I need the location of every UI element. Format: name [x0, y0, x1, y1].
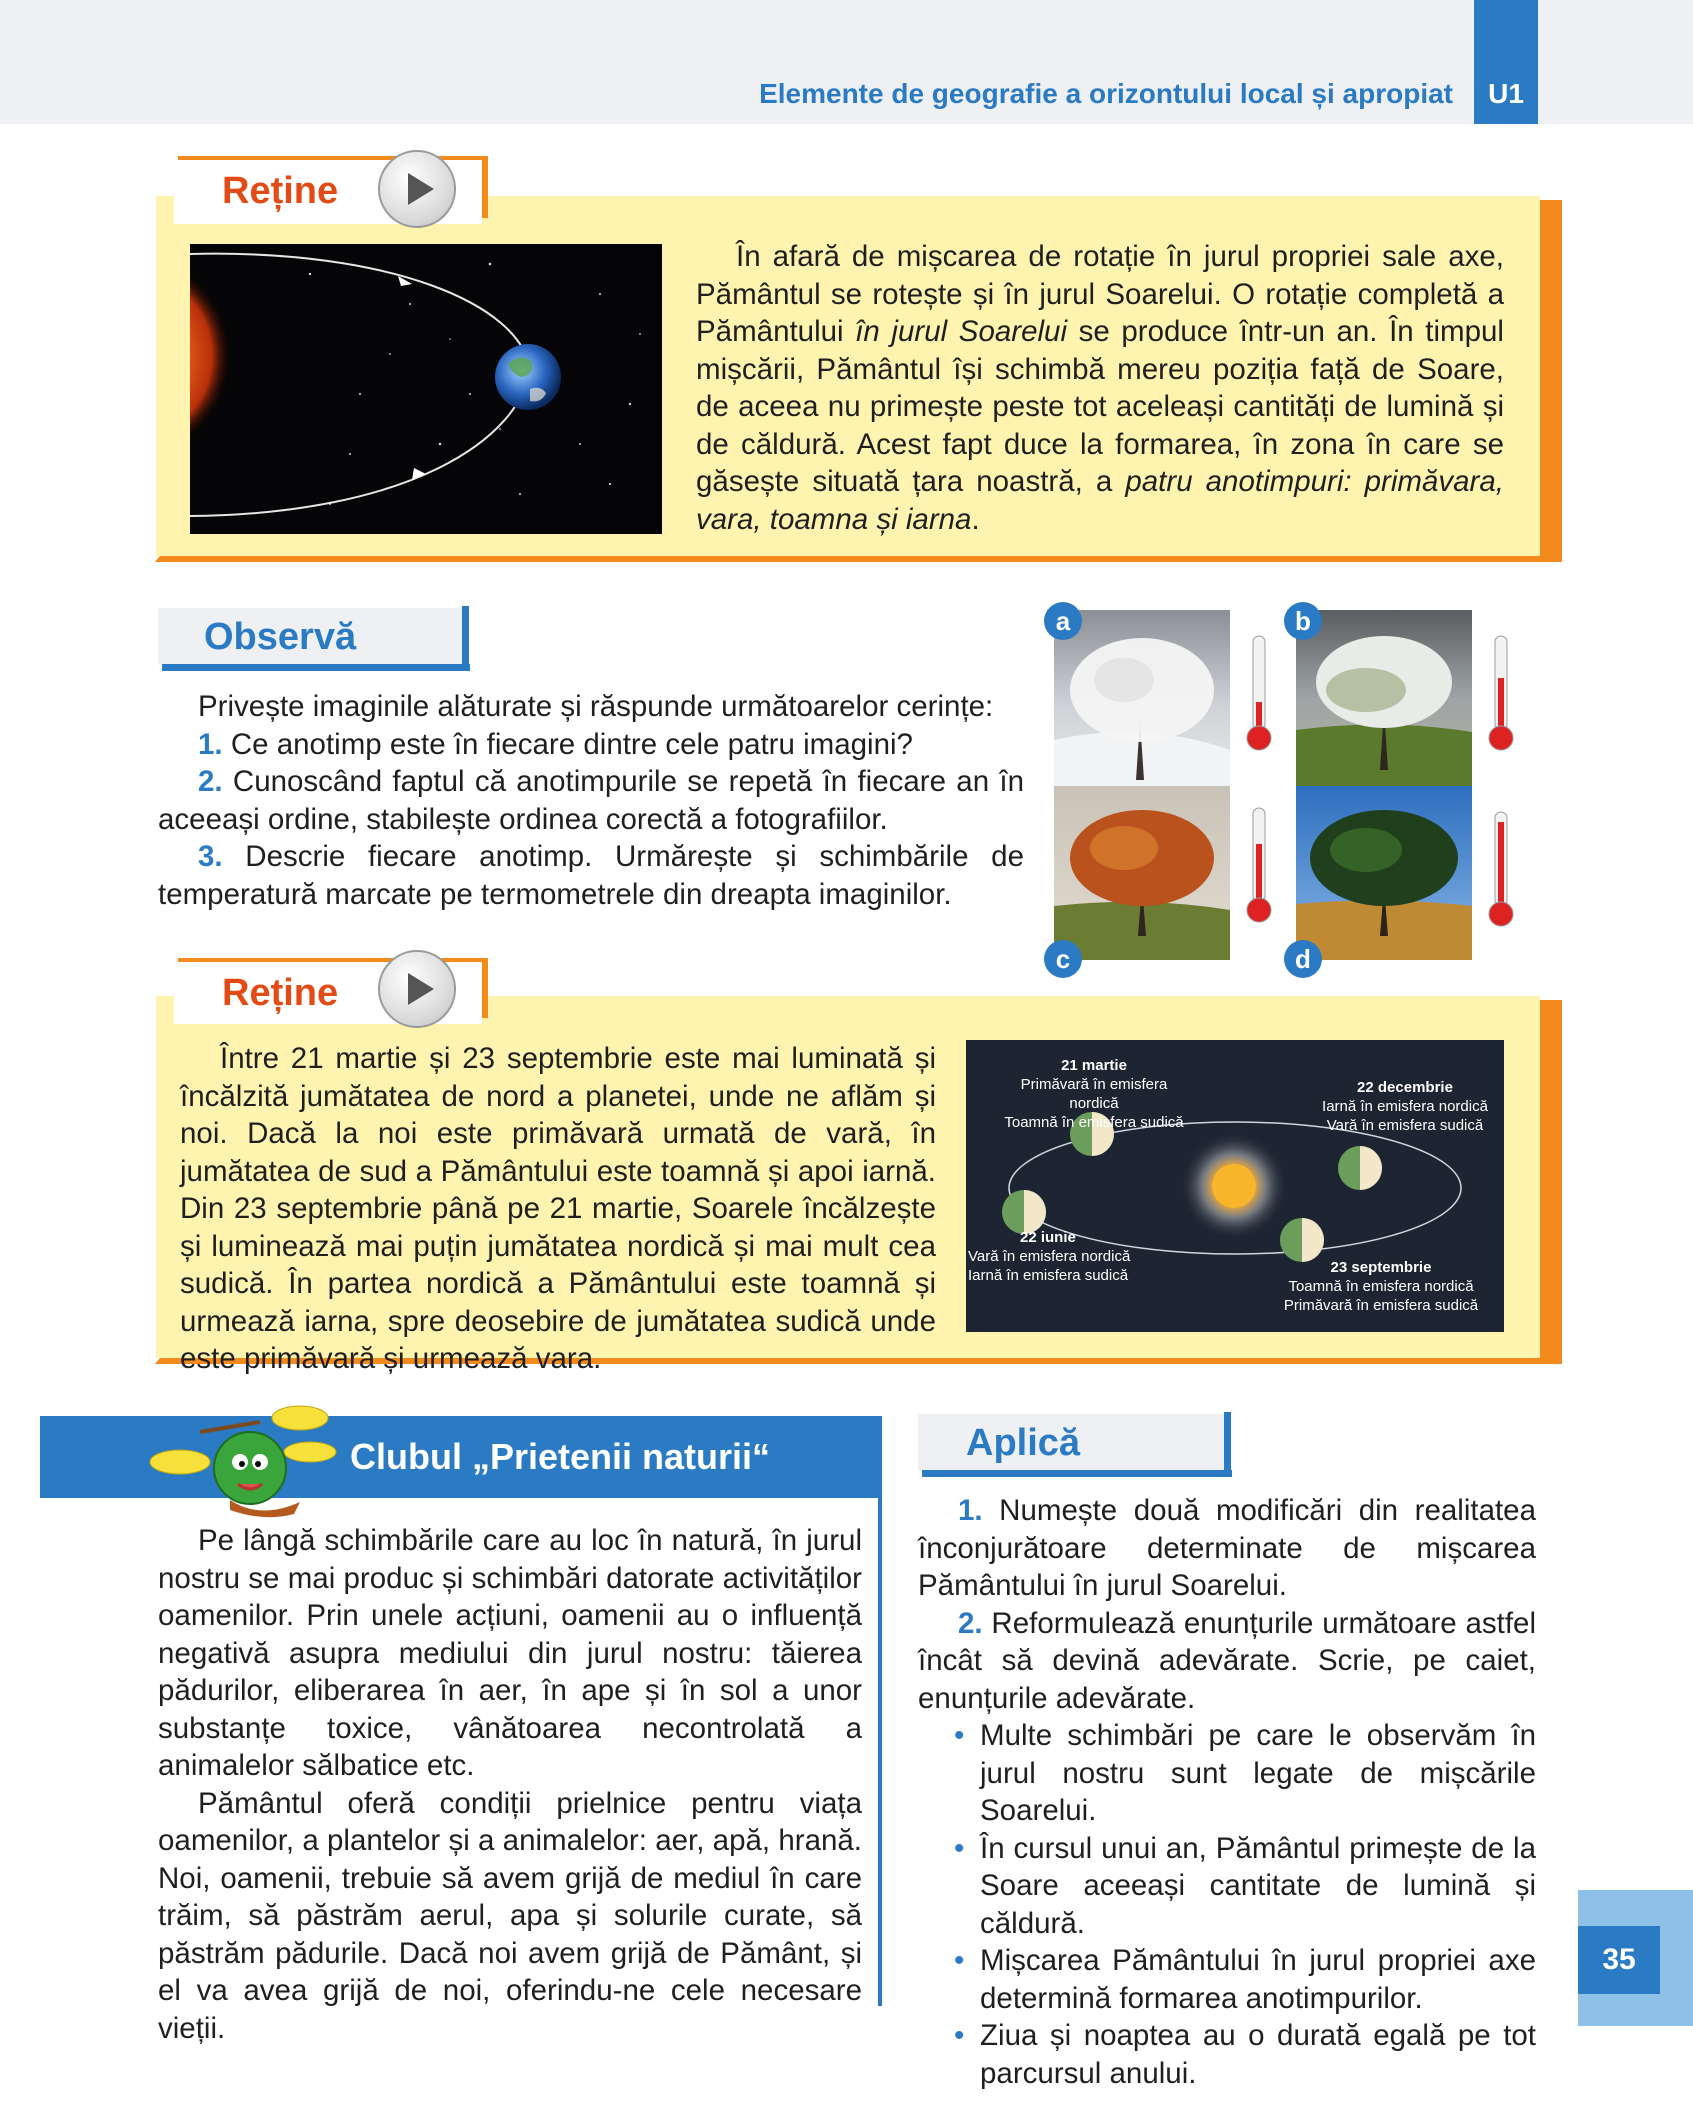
aplica-q1-number: 1. [958, 1494, 983, 1527]
june-line2: Iarnă în emisfera sudică [968, 1267, 1129, 1284]
aplica-bullet: • Mișcarea Pământului în jurul propriei axe determină formarea anotimpurilor. [918, 1942, 1536, 2017]
observa-tab-label: Observă [204, 616, 357, 658]
thermometer-icon [1486, 808, 1516, 930]
aplica-q2-text: Reformulează enunțurile următoare astfel încât să devină adevărate. Scrie, pe caiet, enunțurile adevărate. [918, 1606, 1536, 1715]
chapter-title: Elemente de geografie a orizontului local și apropiat [759, 78, 1453, 109]
seasons-orbit-diagram [966, 1040, 1504, 1332]
thermometer-icon [1244, 632, 1274, 754]
retine1-tab-line-v [482, 156, 488, 218]
aplica-tab [918, 1414, 1224, 1470]
photo-label-c: c [1044, 940, 1082, 978]
retine2-shadow-right [1540, 1000, 1562, 1364]
sun-earth-orbit-illustration [190, 244, 662, 534]
aplica-bullet: • În cursul unui an, Pământul primește de la Soare aceeași cantitate de lumină și căldură. [918, 1830, 1536, 1943]
retine1-text-part: se produce într-un an. În timpul mișcării, Pământul își schimbă mereu poziția față de Soare, de aceea nu primește peste tot aceleași cantități de lumină și de căldură. Acest fapt duce la formarea, în zona în care se găsește situată țara noastră, a [696, 315, 1504, 498]
observa-tab-line-v [462, 606, 469, 666]
observa-intro: Privește imaginile alăturate și răspunde următoarelor cerințe: [198, 690, 994, 723]
club-paragraph-1: Pe lângă schimbările care au loc în natură, în jurul nostru se mai produc și schimbări datorate activităților oamenilor. Prin unele acțiuni, oamenii au o influență negativă asupra mediului din jurul nostru: tăierea pădurilor, eliberarea în aer, în ape și în sol a unor substanțe toxice, vânătoarea necontrolată a animalelor sălbatice etc. [158, 1524, 862, 1782]
retine1-text-italic: în jurul Soarelui [855, 315, 1067, 348]
thermometer-icon [1244, 804, 1274, 926]
march-line1: Primăvară în emisfera nordică [1020, 1076, 1168, 1112]
photo-label-b: b [1284, 602, 1322, 640]
aplica-bullet: • Ziua și noaptea au o durată egală pe tot parcursul anului. [918, 2017, 1536, 2092]
unit-tab: U1 [1474, 0, 1538, 124]
question-text: Cunoscând faptul că anotimpurile se repetă în fiecare an în aceeași ordine, stabilește ordinea corectă a fotografiilor. [158, 765, 1024, 836]
photo-label-a: a [1044, 602, 1082, 640]
aplica-bullet: • Multe schimbări pe care le observăm în jurul nostru sunt legate de mișcările Soarelui. [918, 1717, 1536, 1830]
retine1-text-part: . [971, 502, 980, 536]
club-title: Clubul „Prietenii naturii“ [350, 1436, 771, 1477]
june-label [968, 1228, 1138, 1285]
aplica-q1-text: Numește două modificări din realitatea înconjurătoare determinate de mișcarea Pământului în jurul Soarelui. [918, 1494, 1536, 1602]
summer-tree-photo [1296, 786, 1472, 960]
observa-tab [158, 608, 462, 664]
december-line1: Iarnă în emisfera nordică [1322, 1098, 1488, 1115]
september-date: 23 septembrie [1330, 1259, 1432, 1276]
march-line2: Toamnă în emisfera sudică [1004, 1114, 1184, 1131]
aplica-tab-line-v [1224, 1412, 1231, 1472]
thermometer-icon [1486, 632, 1516, 754]
aplica-text [918, 1492, 1536, 2092]
question-number: 1. [198, 727, 223, 761]
retine2-tab-label: Reține [222, 972, 339, 1014]
june-line1: Vară în emisfera nordică [968, 1248, 1131, 1265]
september-label [1276, 1258, 1486, 1315]
march-label [994, 1056, 1194, 1132]
retine2-paragraph: Între 21 martie și 23 septembrie este mai luminată și încălzită jumătatea de nord a planetei, unde ne aflăm și noi. Dacă la noi este primăvară urmată de vară, în jumătatea de sud a Pământului este toamnă și apoi iarnă. Din 23 septembrie până pe 21 martie, Soarele încălzește și luminează mai puțin jumătatea nordică și mai mult cea sudică. În partea nordică a Pământului este toamnă și urmează iarna, spre deosebire de jumătatea sudică unde este primăvară și urmează vara. [180, 1042, 936, 1375]
question-number: 3. [198, 840, 223, 873]
retine1-text [696, 238, 1504, 538]
club-paragraph-2: Pământul oferă condiții prielnice pentru viața oamenilor, a plantelor și a animalelor: aer, apă, hrană. Noi, oamenii, trebuie să avem grijă de mediul în care trăim, să păstrăm aerul, apa și solurile curate, să păstrăm pădurile. Dacă noi avem grijă de Pământ, și el va avea grijă de noi, oferindu-ne cele necesare vieții. [158, 1786, 862, 2045]
question-number: 2. [198, 765, 223, 798]
retine2-tab-line-v [482, 958, 488, 1018]
page-number: 35 [1602, 1943, 1636, 1976]
observa-tab-line [162, 664, 470, 671]
aplica-bullet-list [918, 1717, 1536, 2092]
play-video-button[interactable] [378, 950, 456, 1028]
retine1-tab-label: Reține [222, 170, 339, 212]
december-date: 22 decembrie [1357, 1079, 1453, 1096]
september-line2: Primăvară în emisfera sudică [1283, 1297, 1479, 1314]
retine1-text-italic: patru anotimpuri: primăvara, vara, toamna și iarna [696, 465, 1504, 536]
aplica-q2-number: 2. [958, 1606, 983, 1640]
winter-tree-photo [1054, 610, 1230, 786]
aplica-tab-line [922, 1470, 1232, 1477]
play-icon [408, 973, 434, 1005]
spring-tree-photo [1296, 610, 1472, 786]
retine1-shadow-right [1540, 200, 1562, 562]
club-divider [878, 1416, 882, 2006]
observa-text [158, 688, 1024, 913]
aplica-tab-label: Aplică [966, 1422, 1081, 1464]
autumn-tree-photo [1054, 786, 1230, 960]
play-video-button[interactable] [378, 150, 456, 228]
december-label [1310, 1078, 1500, 1135]
mascot-icon [140, 1392, 340, 1522]
march-date: 21 martie [1061, 1057, 1127, 1074]
retine1-text-part: În afară de mișcarea de rotație în jurul propriei sale axe, Pământul se rotește și în jurul Soarelui. O rotație completă a Pământului [696, 240, 1504, 348]
question-text: Ce anotimp este în fiecare dintre cele patru imagini? [230, 727, 913, 761]
play-icon [408, 173, 434, 205]
june-date: 22 iunie [1020, 1229, 1076, 1246]
september-line1: Toamnă în emisfera nordică [1288, 1278, 1474, 1295]
photo-label-d: d [1284, 940, 1322, 978]
retine2-text [180, 1040, 936, 1378]
club-text [158, 1522, 862, 2047]
december-line2: Vară în emisfera sudică [1326, 1117, 1484, 1134]
question-text: Descrie fiecare anotimp. Urmărește și schimbările de temperatură marcate pe termometrele din dreapta imaginilor. [158, 840, 1024, 911]
